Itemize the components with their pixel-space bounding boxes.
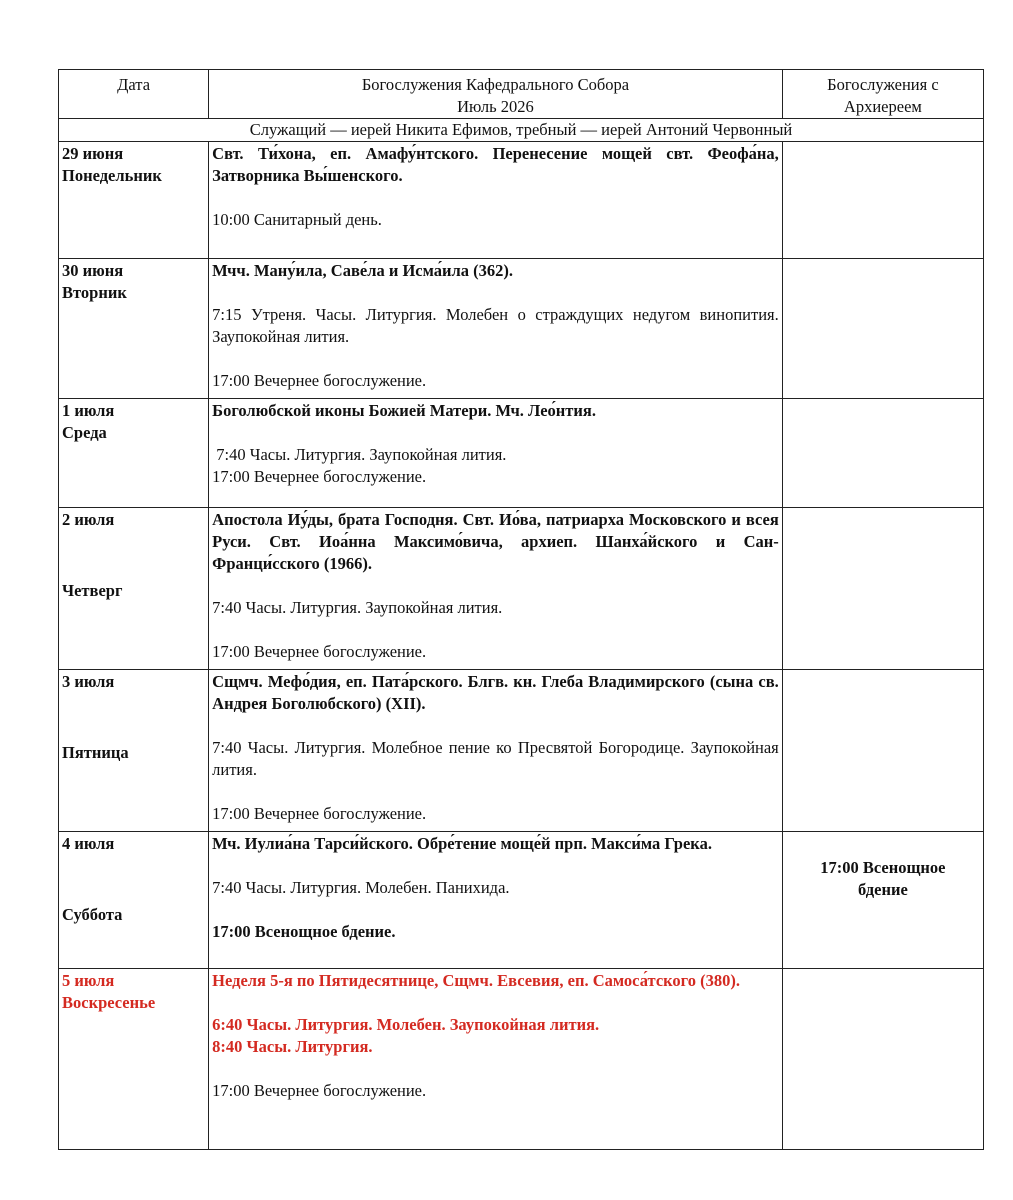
schedule-table bbox=[58, 69, 984, 1150]
service-line: 7:15 Утреня. Часы. Литургия. Молебен о страждущих недугом винопития. Заупокойная лития. bbox=[212, 305, 779, 346]
table-row bbox=[59, 259, 984, 399]
arch-cell bbox=[782, 259, 983, 399]
services-cell bbox=[209, 508, 783, 670]
table-row bbox=[59, 832, 984, 969]
weekday: Суббота bbox=[62, 905, 123, 924]
feast-text: Сщмч. Мефо́дия, еп. Пата́рского. Блгв. кн. Глеба Владимирского (сына св. Андрея Боголюбского) (XII). bbox=[212, 672, 779, 713]
date-cell bbox=[59, 142, 209, 259]
header-main-month: Июль 2026 bbox=[457, 97, 534, 116]
weekday: Четверг bbox=[62, 581, 123, 600]
service-line-red: 6:40 Часы. Литургия. Молебен. Заупокойная лития. bbox=[212, 1015, 600, 1034]
service-line: 7:40 Часы. Литургия. Заупокойная лития. bbox=[212, 598, 503, 617]
header-main bbox=[209, 70, 783, 119]
feast-text: Мчч. Ману́ила, Саве́ла и Исма́ила (362). bbox=[212, 261, 514, 280]
service-line-red: 8:40 Часы. Литургия. bbox=[212, 1037, 373, 1056]
service-line: 17:00 Вечернее богослужение. bbox=[212, 467, 427, 486]
table-row bbox=[59, 399, 984, 508]
serving-row bbox=[59, 119, 984, 142]
services-cell bbox=[209, 142, 783, 259]
weekday: Вторник bbox=[62, 283, 127, 302]
service-line: 17:00 Вечернее богослужение. bbox=[212, 371, 427, 390]
arch-cell bbox=[782, 508, 983, 670]
date: 2 июля bbox=[62, 510, 115, 529]
date: 5 июля bbox=[62, 971, 115, 990]
table-row bbox=[59, 508, 984, 670]
arch-cell bbox=[782, 832, 983, 969]
date-cell bbox=[59, 832, 209, 969]
service-line: 7:40 Часы. Литургия. Заупокойная лития. bbox=[212, 445, 507, 464]
feast-text: Свт. Ти́хона, еп. Амафу́нтского. Перенесение мощей свт. Феофа́на, Затворника Вы́шенского. bbox=[212, 144, 779, 185]
header-row bbox=[59, 70, 984, 119]
date: 29 июня bbox=[62, 144, 124, 163]
weekday: Пятница bbox=[62, 743, 129, 762]
date: 3 июля bbox=[62, 672, 115, 691]
services-cell bbox=[209, 832, 783, 969]
table-row bbox=[59, 142, 984, 259]
arch-cell bbox=[782, 399, 983, 508]
service-line: 17:00 Вечернее богослужение. bbox=[212, 642, 427, 661]
header-arch-line1: Богослужения с bbox=[827, 75, 939, 94]
feast-text: Мч. Иулиа́на Тарси́йского. Обре́тение моще́й прп. Макси́ма Грека. bbox=[212, 834, 712, 853]
date-cell bbox=[59, 259, 209, 399]
weekday: Воскресенье bbox=[62, 993, 156, 1012]
date: 4 июля bbox=[62, 834, 115, 853]
header-date bbox=[59, 70, 209, 119]
feast-text: Боголюбской иконы Божией Матери. Мч. Лео́нтия. bbox=[212, 401, 596, 420]
header-main-title: Богослужения Кафедрального Собора bbox=[361, 75, 630, 94]
header-date-label: Дата bbox=[117, 75, 151, 94]
service-line: 10:00 Санитарный день. bbox=[212, 210, 382, 229]
serving-clergy: Служащий — иерей Никита Ефимов, требный — иерей Антоний Червонный bbox=[59, 119, 984, 142]
service-line: 17:00 Вечернее богослужение. bbox=[212, 1081, 427, 1100]
weekday: Понедельник bbox=[62, 166, 162, 185]
services-cell bbox=[209, 670, 783, 832]
table-row bbox=[59, 670, 984, 832]
header-arch bbox=[782, 70, 983, 119]
service-line: 17:00 Вечернее богослужение. bbox=[212, 804, 427, 823]
arch-cell bbox=[782, 969, 983, 1150]
date: 30 июня bbox=[62, 261, 124, 280]
arch-service-line2: бдение bbox=[857, 880, 908, 899]
arch-cell bbox=[782, 670, 983, 832]
date-cell bbox=[59, 969, 209, 1150]
service-line-bold: 17:00 Всенощное бдение. bbox=[212, 922, 396, 941]
service-line: 7:40 Часы. Литургия. Молебен. Панихида. bbox=[212, 878, 510, 897]
date-cell bbox=[59, 399, 209, 508]
feast-text: Апостола Иу́ды, брата Господня. Свт. Ио́ва, патриарха Московского и всея Руси. Свт. Иоа́нна Максимо́вича, архиеп. Шанха́йского и Сан-Франци́сского (1966). bbox=[212, 510, 779, 573]
services-cell bbox=[209, 399, 783, 508]
header-arch-line2: Архиереем bbox=[843, 97, 922, 116]
services-cell bbox=[209, 969, 783, 1150]
date-cell bbox=[59, 670, 209, 832]
arch-service-line1: 17:00 Всенощное bbox=[820, 858, 946, 877]
services-cell bbox=[209, 259, 783, 399]
weekday: Среда bbox=[62, 423, 107, 442]
date: 1 июля bbox=[62, 401, 115, 420]
table-row-sunday bbox=[59, 969, 984, 1150]
arch-cell bbox=[782, 142, 983, 259]
date-cell bbox=[59, 508, 209, 670]
feast-text: Неделя 5-я по Пятидесятнице, Сщмч. Евсевия, еп. Самоса́тского (380). bbox=[212, 971, 741, 990]
service-line: 7:40 Часы. Литургия. Молебное пение ко Пресвятой Богородице. Заупокойная лития. bbox=[212, 738, 779, 779]
